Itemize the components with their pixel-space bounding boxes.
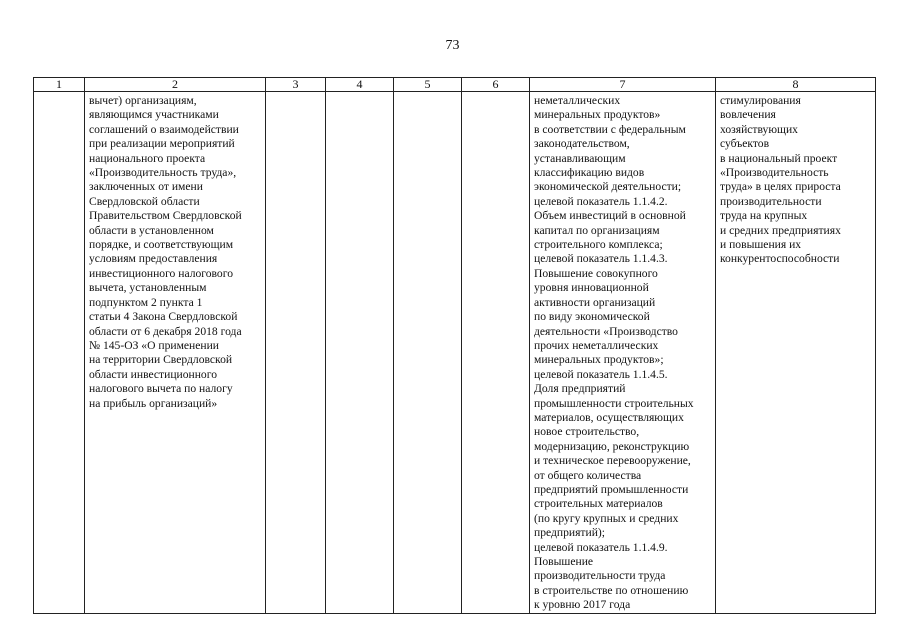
cell-col-4 xyxy=(326,92,394,614)
cell-col-7-target-indicators: неметаллических минеральных продуктов» в соответствии с федеральным законодательством, устанавливающим классификацию видов экономической деятельности; целевой показатель 1.1.4.2. Объем инвестиций в основной капитал по организациям строительного комплекса; целевой показатель 1.1.4.3. Повышение совокупного уровня инновационной активности организаций по виду экономической деятельности «Производство прочих неметаллических минеральных продуктов»; целевой показатель 1.1.4.5. Доля предприятий промышленности строительных материалов, осуществляющих новое строительство, модернизацию, реконструкцию и техническое перевооружение, от общего количества предприятий промышленности строительных материалов (по кругу крупных и средних предприятий); целевой показатель 1.1.4.9. Повышение производительности труда в строительстве по отношению к уровню 2017 года xyxy=(530,92,716,614)
table-row xyxy=(34,92,876,614)
column-header-4: 4 xyxy=(326,78,394,92)
column-header-7: 7 xyxy=(530,78,716,92)
cell-col-2-measure-description: вычет) организациям, являющимся участниками соглашений о взаимодействии при реализации мероприятий национального проекта «Производительность труда», заключенных от имени Свердловской области Правительством Свердловской области в установленном порядке, и соответствующим условиям предоставления инвестиционного налогового вычета, установленным подпунктом 2 пункта 1 статьи 4 Закона Свердловской области от 6 декабря 2018 года № 145-ОЗ «О применении на территории Свердловской области инвестиционного налогового вычета по налогу на прибыль организаций» xyxy=(85,92,266,614)
column-header-8: 8 xyxy=(716,78,876,92)
cell-col-8-goal: стимулирования вовлечения хозяйствующих субъектов в национальный проект «Производительность труда» в целях прироста производительности труда на крупных и средних предприятиях и повышения их конкурентоспособности xyxy=(716,92,876,614)
column-header-1: 1 xyxy=(34,78,85,92)
column-header-6: 6 xyxy=(462,78,530,92)
column-header-3: 3 xyxy=(266,78,326,92)
cell-col-3 xyxy=(266,92,326,614)
page-number: 73 xyxy=(445,38,460,53)
column-header-5: 5 xyxy=(394,78,462,92)
document-table xyxy=(33,77,876,614)
column-header-2: 2 xyxy=(85,78,266,92)
cell-col-5 xyxy=(394,92,462,614)
cell-col-6 xyxy=(462,92,530,614)
table-header-row xyxy=(34,78,876,92)
cell-col-1 xyxy=(34,92,85,614)
